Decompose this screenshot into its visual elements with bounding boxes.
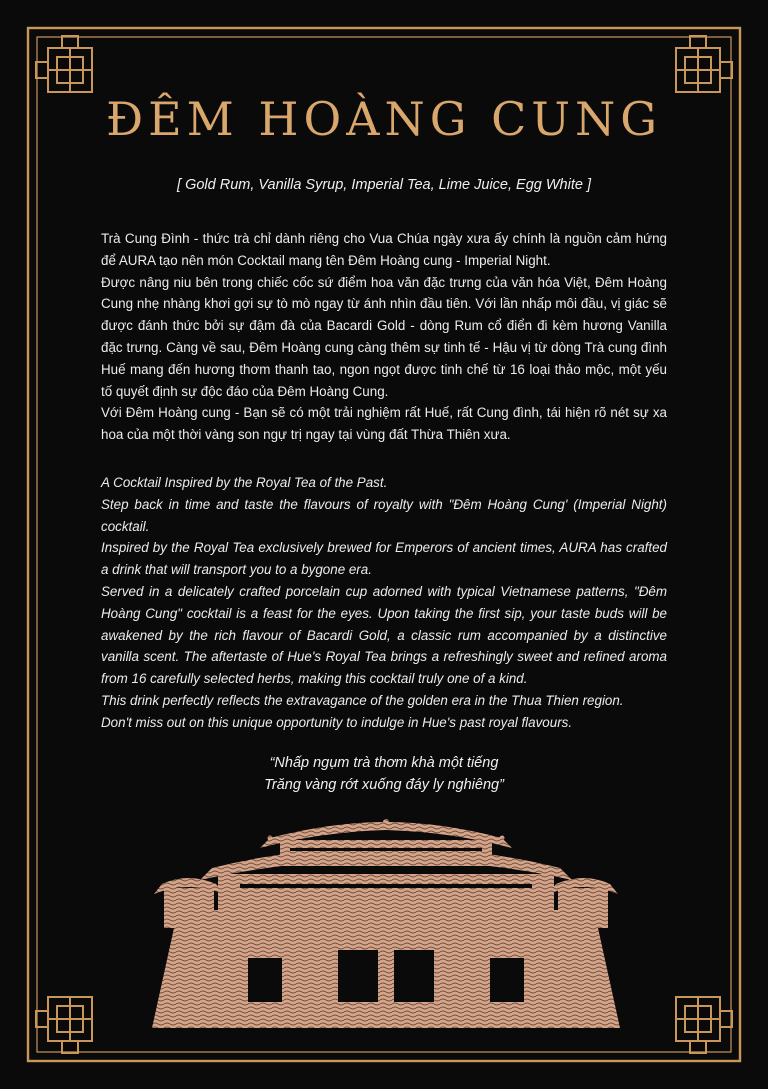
corner-ornament-icon xyxy=(36,36,94,94)
vn-paragraph: Trà Cung Đình - thức trà chỉ dành riêng cho Vua Chúa ngày xưa ấy chính là nguồn cảm hứng để AURA tạo nên món Cocktail mang tên Đêm Hoàng cung - Imperial Night. xyxy=(101,231,667,268)
vn-paragraph: Được nâng niu bên trong chiếc cốc sứ điểm hoa văn đặc trưng của văn hóa Việt, Đêm Hoàng Cung nhẹ nhàng khơi gợi sự tò mò ngay từ ánh nhìn đầu tiên. Với lần nhấp môi đầu, vị giác sẽ được đánh thức bởi sự đậm đà của Bacardi Gold - dòng Rum cổ điển đi kèm hương Vanilla đặc trưng. Càng về sau, Đêm Hoàng cung càng thêm sự tinh tế - Hậu vị từ dòng Trà cung đình Huế mang đến hương thơm thanh tao, ngon ngọt được tinh chế từ 16 loại thảo mộc, một yếu tố quyết định sự độc đáo của Đêm Hoàng Cung. xyxy=(101,274,667,399)
imperial-palace-illustration xyxy=(140,818,632,1028)
poem-quote xyxy=(0,752,768,796)
vn-paragraph: Với Đêm Hoàng cung - Bạn sẽ có một trải nghiệm rất Huế, rất Cung đình, tái hiện rõ nét sự xa hoa của một thời vàng son ngự trị ngay tại vùng đất Thừa Thiên xưa. xyxy=(101,405,667,443)
corner-ornament-icon xyxy=(674,36,732,94)
quote-line-1: “Nhấp ngụm trà thơm khà một tiếng xyxy=(269,755,499,771)
en-paragraph: A Cocktail Inspired by the Royal Tea of the Past. xyxy=(101,475,388,490)
corner-ornament-icon xyxy=(36,995,94,1053)
ingredients-list: [ Gold Rum, Vanilla Syrup, Imperial Tea, Lime Juice, Egg White ] xyxy=(177,177,591,193)
en-paragraph: Served in a delicately crafted porcelain cup adorned with typical Vietnamese patterns, "Đêm Hoàng Cung" cocktail is a feast for the eyes. Upon taking the first sip, your taste buds will be awakened by the rich flavour of Bacardi Gold, a classic rum accompanied by a distinctive vanilla scent. The aftertaste of Hue's Royal Tea brings a refreshingly sweet and refined aroma from 16 carefully selected herbs, making this cocktail truly one of a kind. xyxy=(101,583,667,687)
page-title: ĐÊM HOÀNG CUNG xyxy=(105,92,663,146)
en-paragraph: Inspired by the Royal Tea exclusively brewed for Emperors of ancient times, AURA has crafted a drink that will transport you to a bygone era. xyxy=(101,540,667,578)
en-paragraph: Step back in time and taste the flavours of royalty with "Đêm Hoàng Cung' (Imperial Night) cocktail. xyxy=(101,496,667,534)
quote-line-2: Trăng vàng rớt xuống đáy ly nghiêng” xyxy=(264,777,504,793)
corner-ornament-icon xyxy=(674,995,732,1053)
en-paragraph: Don't miss out on this unique opportunity to indulge in Hue's past royal flavours. xyxy=(101,714,573,730)
vietnamese-description xyxy=(101,228,667,446)
english-description xyxy=(101,472,667,734)
en-paragraph: This drink perfectly reflects the extravagance of the golden era in the Thua Thien region. xyxy=(101,692,624,708)
